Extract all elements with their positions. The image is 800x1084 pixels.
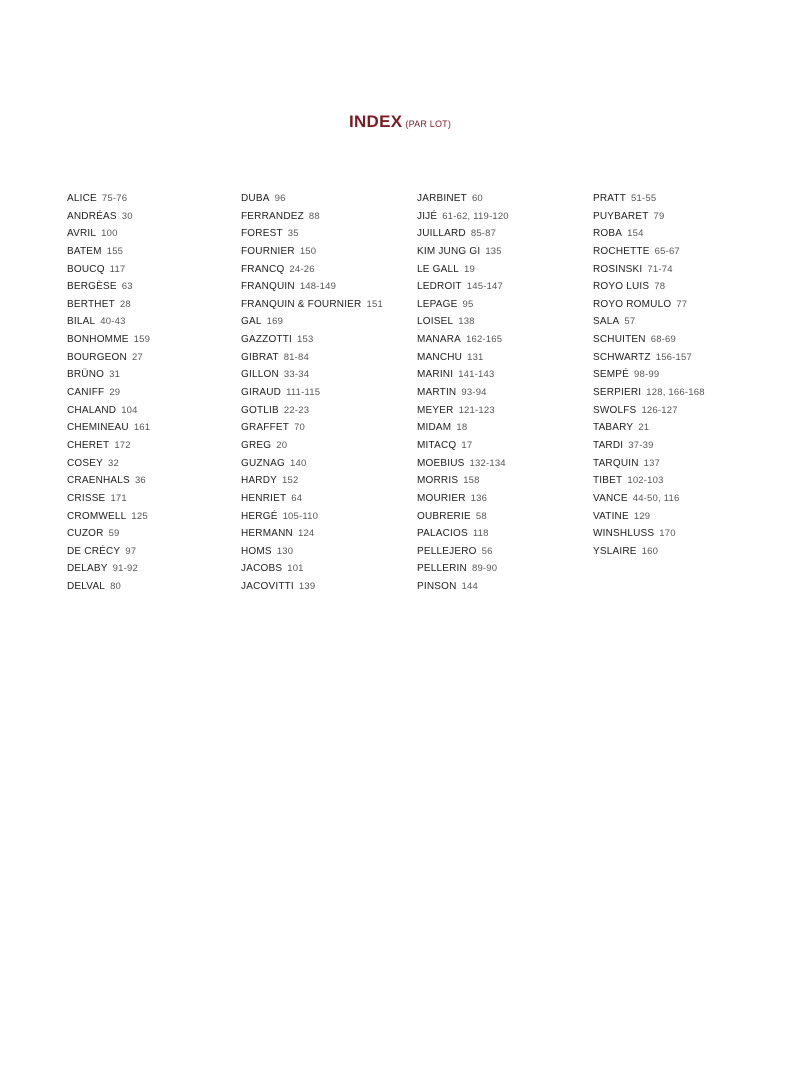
index-entry bbox=[241, 525, 411, 543]
lot-numbers: 131 bbox=[467, 351, 484, 363]
index-entry bbox=[241, 243, 411, 261]
index-entry bbox=[241, 508, 411, 526]
index-entry bbox=[593, 437, 763, 455]
index-title bbox=[0, 112, 800, 132]
lot-numbers: 152 bbox=[282, 475, 299, 487]
lot-numbers: 124 bbox=[297, 528, 315, 540]
artist-name: SCHUITEN bbox=[593, 334, 646, 346]
lot-numbers: 80 bbox=[110, 581, 122, 593]
lot-numbers: 102-103 bbox=[627, 475, 664, 487]
artist-name: GIBRAT bbox=[241, 351, 279, 363]
index-entry bbox=[67, 313, 237, 331]
lot-numbers: 132-134 bbox=[469, 457, 506, 469]
artist-name: FRANCQ bbox=[241, 263, 285, 275]
index-entry bbox=[67, 525, 237, 543]
lot-numbers: 137 bbox=[643, 457, 661, 469]
artist-name: WINSHLUSS bbox=[593, 528, 655, 540]
lot-numbers: 145-147 bbox=[466, 281, 504, 293]
artist-name: MORRIS bbox=[417, 475, 459, 487]
index-entry bbox=[241, 313, 411, 331]
lot-numbers: 58 bbox=[475, 510, 487, 522]
index-entry bbox=[241, 208, 411, 226]
index-entry bbox=[241, 349, 411, 367]
index-entry bbox=[417, 278, 587, 296]
index-entry bbox=[67, 261, 237, 279]
lot-numbers: 88 bbox=[308, 210, 320, 222]
index-column-1 bbox=[67, 190, 237, 596]
lot-numbers: 141-143 bbox=[458, 369, 495, 381]
artist-name: GOTLIB bbox=[241, 404, 279, 416]
artist-name: HOMS bbox=[241, 545, 272, 557]
lot-numbers: 17 bbox=[461, 439, 473, 451]
lot-numbers: 125 bbox=[131, 510, 148, 522]
lot-numbers: 105-110 bbox=[282, 510, 319, 522]
artist-name: HARDY bbox=[241, 475, 278, 487]
index-entry bbox=[417, 543, 587, 561]
artist-name: SALA bbox=[593, 316, 620, 328]
lot-numbers: 160 bbox=[641, 545, 659, 557]
artist-name: GUZNAG bbox=[241, 457, 285, 469]
lot-numbers: 57 bbox=[624, 316, 636, 328]
lot-numbers: 138 bbox=[458, 316, 475, 328]
lot-numbers: 56 bbox=[481, 545, 493, 557]
lot-numbers: 104 bbox=[121, 404, 138, 416]
lot-numbers: 24-26 bbox=[289, 263, 315, 275]
index-entry bbox=[241, 490, 411, 508]
artist-name: JIJÉ bbox=[417, 210, 438, 222]
artist-name: GAL bbox=[241, 316, 262, 328]
artist-name: CHEMINEAU bbox=[67, 422, 129, 434]
index-entry bbox=[241, 578, 411, 596]
index-entry bbox=[67, 384, 237, 402]
index-entry bbox=[67, 508, 237, 526]
artist-name: ROYO ROMULO bbox=[593, 298, 672, 310]
index-entry bbox=[417, 560, 587, 578]
lot-numbers: 18 bbox=[456, 422, 468, 434]
lot-numbers: 63 bbox=[121, 281, 133, 293]
artist-name: PINSON bbox=[417, 581, 457, 593]
lot-numbers: 70 bbox=[294, 422, 306, 434]
index-entry bbox=[417, 261, 587, 279]
artist-name: GAZZOTTI bbox=[241, 334, 293, 346]
index-entry bbox=[67, 560, 237, 578]
artist-name: TARQUIN bbox=[593, 457, 639, 469]
index-entry bbox=[241, 278, 411, 296]
lot-numbers: 171 bbox=[110, 492, 127, 504]
index-entry bbox=[417, 578, 587, 596]
index-entry bbox=[417, 525, 587, 543]
index-entry bbox=[593, 525, 763, 543]
index-entry bbox=[241, 366, 411, 384]
artist-name: SCHWARTZ bbox=[593, 351, 651, 363]
artist-name: ROYO LUIS bbox=[593, 281, 650, 293]
index-entry bbox=[241, 543, 411, 561]
index-entry bbox=[241, 455, 411, 473]
index-entry bbox=[593, 208, 763, 226]
lot-numbers: 128, 166-168 bbox=[646, 387, 705, 399]
lot-numbers: 65-67 bbox=[654, 245, 680, 257]
artist-name: BILAL bbox=[67, 316, 96, 328]
index-entry bbox=[593, 384, 763, 402]
artist-name: DUBA bbox=[241, 193, 270, 204]
artist-name: ROCHETTE bbox=[593, 245, 650, 257]
index-title-sub: (PAR LOT) bbox=[405, 119, 452, 129]
index-entry bbox=[417, 384, 587, 402]
artist-name: JUILLARD bbox=[417, 228, 466, 240]
index-entry bbox=[593, 190, 763, 208]
artist-name: PELLERIN bbox=[417, 563, 467, 575]
lot-numbers: 121-123 bbox=[458, 404, 495, 416]
lot-numbers: 158 bbox=[463, 475, 480, 487]
artist-name: JACOVITTI bbox=[241, 581, 294, 593]
lot-numbers: 170 bbox=[659, 528, 676, 540]
index-entry bbox=[593, 402, 763, 420]
artist-name: CRISSE bbox=[67, 492, 106, 504]
lot-numbers: 31 bbox=[109, 369, 121, 381]
index-column-4 bbox=[593, 190, 763, 560]
artist-name: BOUCQ bbox=[67, 263, 105, 275]
artist-name: GREG bbox=[241, 439, 272, 451]
lot-numbers: 68-69 bbox=[650, 334, 677, 346]
artist-name: MARINI bbox=[417, 369, 454, 381]
lot-numbers: 36 bbox=[134, 475, 146, 487]
index-entry bbox=[417, 455, 587, 473]
artist-name: TIBET bbox=[593, 475, 623, 487]
lot-numbers: 89-90 bbox=[471, 563, 498, 575]
index-column-2 bbox=[241, 190, 411, 596]
index-entry bbox=[417, 508, 587, 526]
lot-numbers: 144 bbox=[461, 581, 478, 593]
lot-numbers: 172 bbox=[114, 439, 131, 451]
lot-numbers: 77 bbox=[676, 298, 688, 310]
index-entry bbox=[417, 419, 587, 437]
artist-name: VATINE bbox=[593, 510, 629, 522]
index-entry bbox=[67, 472, 237, 490]
lot-numbers: 19 bbox=[463, 263, 475, 275]
lot-numbers: 71-74 bbox=[647, 263, 673, 275]
lot-numbers: 98-99 bbox=[634, 369, 660, 381]
artist-name: TABARY bbox=[593, 422, 634, 434]
lot-numbers: 60 bbox=[471, 193, 483, 204]
index-entry bbox=[67, 331, 237, 349]
artist-name: ALICE bbox=[67, 193, 97, 204]
artist-name: HERMANN bbox=[241, 528, 293, 540]
index-entry bbox=[241, 384, 411, 402]
index-title-main: INDEX bbox=[348, 112, 403, 131]
lot-numbers: 27 bbox=[131, 351, 143, 363]
index-entry bbox=[67, 243, 237, 261]
lot-numbers: 59 bbox=[108, 528, 120, 540]
lot-numbers: 51-55 bbox=[631, 193, 657, 204]
artist-name: BATEM bbox=[67, 245, 102, 257]
index-entry bbox=[593, 296, 763, 314]
index-entry bbox=[417, 225, 587, 243]
artist-name: MIDAM bbox=[417, 422, 452, 434]
index-entry bbox=[593, 313, 763, 331]
artist-name: DE CRÉCY bbox=[67, 545, 121, 557]
artist-name: FOURNIER bbox=[241, 245, 295, 257]
index-entry bbox=[593, 225, 763, 243]
index-entry bbox=[241, 225, 411, 243]
index-entry bbox=[417, 437, 587, 455]
artist-name: SWOLFS bbox=[593, 404, 637, 416]
artist-name: FERRANDEZ bbox=[241, 210, 304, 222]
lot-numbers: 44-50, 116 bbox=[632, 492, 680, 504]
lot-numbers: 139 bbox=[298, 581, 316, 593]
index-entry bbox=[593, 349, 763, 367]
artist-name: FRANQUIN & FOURNIER bbox=[241, 298, 362, 310]
index-entry bbox=[417, 490, 587, 508]
lot-numbers: 101 bbox=[287, 563, 304, 575]
lot-numbers: 151 bbox=[366, 298, 383, 310]
artist-name: AVRIL bbox=[67, 228, 97, 240]
index-entry bbox=[67, 455, 237, 473]
index-entry bbox=[241, 296, 411, 314]
lot-numbers: 129 bbox=[633, 510, 651, 522]
lot-numbers: 28 bbox=[119, 298, 131, 310]
artist-name: CANIFF bbox=[67, 387, 105, 399]
index-entry bbox=[241, 261, 411, 279]
lot-numbers: 35 bbox=[287, 228, 299, 240]
lot-numbers: 78 bbox=[654, 281, 666, 293]
artist-name: MARTIN bbox=[417, 387, 457, 399]
artist-name: COSEY bbox=[67, 457, 104, 469]
artist-name: HERGÉ bbox=[241, 510, 278, 522]
artist-name: MANCHU bbox=[417, 351, 463, 363]
lot-numbers: 169 bbox=[266, 316, 284, 328]
index-entry bbox=[241, 437, 411, 455]
artist-name: BRÜNO bbox=[67, 369, 105, 381]
index-entry bbox=[67, 543, 237, 561]
lot-numbers: 29 bbox=[109, 387, 121, 399]
artist-name: PELLEJERO bbox=[417, 545, 477, 557]
lot-numbers: 81-84 bbox=[283, 351, 309, 363]
lot-numbers: 64 bbox=[291, 492, 303, 504]
artist-name: YSLAIRE bbox=[593, 545, 637, 557]
index-entry bbox=[417, 296, 587, 314]
lot-numbers: 155 bbox=[106, 245, 124, 257]
index-entry bbox=[593, 543, 763, 561]
lot-numbers: 30 bbox=[121, 210, 133, 222]
lot-numbers: 126-127 bbox=[641, 404, 678, 416]
index-entry bbox=[241, 190, 411, 208]
index-entry bbox=[241, 402, 411, 420]
index-entry bbox=[67, 349, 237, 367]
artist-name: JARBINET bbox=[417, 193, 467, 204]
artist-name: BERGÈSE bbox=[67, 281, 117, 293]
artist-name: GILLON bbox=[241, 369, 279, 381]
artist-name: SEMPÉ bbox=[593, 369, 630, 381]
index-column-3 bbox=[417, 190, 587, 596]
artist-name: BOURGEON bbox=[67, 351, 127, 363]
lot-numbers: 91-92 bbox=[112, 563, 138, 575]
index-entry bbox=[593, 508, 763, 526]
lot-numbers: 150 bbox=[299, 245, 317, 257]
artist-name: ROSINSKI bbox=[593, 263, 643, 275]
lot-numbers: 111-115 bbox=[286, 387, 321, 399]
index-entry bbox=[417, 331, 587, 349]
artist-name: LEDROIT bbox=[417, 281, 462, 293]
artist-name: JACOBS bbox=[241, 563, 283, 575]
lot-numbers: 156-157 bbox=[655, 351, 692, 363]
lot-numbers: 75-76 bbox=[101, 193, 128, 204]
lot-numbers: 130 bbox=[276, 545, 294, 557]
artist-name: BONHOMME bbox=[67, 334, 129, 346]
lot-numbers: 95 bbox=[462, 298, 474, 310]
index-entry bbox=[593, 455, 763, 473]
lot-numbers: 79 bbox=[653, 210, 665, 222]
artist-name: LEPAGE bbox=[417, 298, 458, 310]
artist-name: CRAENHALS bbox=[67, 475, 130, 487]
lot-numbers: 159 bbox=[133, 334, 151, 346]
artist-name: BERTHET bbox=[67, 298, 115, 310]
index-entry bbox=[67, 437, 237, 455]
artist-name: LOISEL bbox=[417, 316, 454, 328]
artist-name: CHERET bbox=[67, 439, 110, 451]
lot-numbers: 161 bbox=[133, 422, 151, 434]
index-entry bbox=[67, 225, 237, 243]
index-entry bbox=[417, 366, 587, 384]
index-entry bbox=[241, 472, 411, 490]
lot-numbers: 20 bbox=[276, 439, 288, 451]
index-entry bbox=[593, 261, 763, 279]
index-entry bbox=[593, 331, 763, 349]
artist-name: MANARA bbox=[417, 334, 461, 346]
artist-name: VANCE bbox=[593, 492, 628, 504]
artist-name: PRATT bbox=[593, 193, 627, 204]
artist-name: FRANQUIN bbox=[241, 281, 295, 293]
lot-numbers: 37-39 bbox=[628, 439, 654, 451]
lot-numbers: 93-94 bbox=[461, 387, 487, 399]
index-entry bbox=[417, 349, 587, 367]
lot-numbers: 162-165 bbox=[465, 334, 503, 346]
lot-numbers: 100 bbox=[101, 228, 118, 240]
index-entry bbox=[593, 366, 763, 384]
lot-numbers: 61-62, 119-120 bbox=[442, 210, 509, 222]
index-entry bbox=[67, 490, 237, 508]
artist-name: ROBA bbox=[593, 228, 623, 240]
index-entry bbox=[67, 208, 237, 226]
artist-name: MOEBIUS bbox=[417, 457, 465, 469]
index-entry bbox=[417, 402, 587, 420]
index-entry bbox=[67, 366, 237, 384]
artist-name: ANDRÉAS bbox=[67, 210, 117, 222]
artist-name: CHALAND bbox=[67, 404, 117, 416]
artist-name: PALACIOS bbox=[417, 528, 468, 540]
lot-numbers: 136 bbox=[470, 492, 488, 504]
lot-numbers: 153 bbox=[297, 334, 314, 346]
index-entry bbox=[593, 472, 763, 490]
artist-name: LE GALL bbox=[417, 263, 459, 275]
lot-numbers: 21 bbox=[638, 422, 650, 434]
artist-name: SERPIERI bbox=[593, 387, 642, 399]
artist-name: DELABY bbox=[67, 563, 108, 575]
index-entry bbox=[593, 243, 763, 261]
index-entry bbox=[417, 243, 587, 261]
artist-name: MEYER bbox=[417, 404, 454, 416]
artist-name: CUZOR bbox=[67, 528, 104, 540]
index-entry bbox=[417, 190, 587, 208]
artist-name: GIRAUD bbox=[241, 387, 282, 399]
lot-numbers: 154 bbox=[627, 228, 644, 240]
lot-numbers: 135 bbox=[485, 245, 502, 257]
artist-name: OUBRERIE bbox=[417, 510, 471, 522]
index-entry bbox=[67, 278, 237, 296]
artist-name: TARDI bbox=[593, 439, 624, 451]
lot-numbers: 118 bbox=[472, 528, 489, 540]
artist-name: DELVAL bbox=[67, 581, 106, 593]
index-entry bbox=[67, 296, 237, 314]
index-entry bbox=[593, 278, 763, 296]
index-entry bbox=[417, 472, 587, 490]
index-entry bbox=[67, 419, 237, 437]
index-entry bbox=[593, 419, 763, 437]
artist-name: MOURIER bbox=[417, 492, 466, 504]
index-entry bbox=[417, 208, 587, 226]
artist-name: HENRIET bbox=[241, 492, 287, 504]
index-entry bbox=[67, 578, 237, 596]
lot-numbers: 22-23 bbox=[283, 404, 310, 416]
artist-name: MITACQ bbox=[417, 439, 457, 451]
index-entry bbox=[241, 419, 411, 437]
index-entry bbox=[67, 190, 237, 208]
lot-numbers: 33-34 bbox=[283, 369, 310, 381]
lot-numbers: 85-87 bbox=[470, 228, 497, 240]
lot-numbers: 148-149 bbox=[299, 281, 337, 293]
lot-numbers: 97 bbox=[125, 545, 137, 557]
lot-numbers: 140 bbox=[289, 457, 307, 469]
index-entry bbox=[67, 402, 237, 420]
artist-name: PUYBARET bbox=[593, 210, 649, 222]
index-entry bbox=[593, 490, 763, 508]
lot-numbers: 96 bbox=[274, 193, 286, 204]
artist-name: GRAFFET bbox=[241, 422, 290, 434]
index-entry bbox=[417, 313, 587, 331]
index-entry bbox=[241, 331, 411, 349]
artist-name: KIM JUNG GI bbox=[417, 245, 481, 257]
artist-name: CROMWELL bbox=[67, 510, 127, 522]
artist-name: FOREST bbox=[241, 228, 283, 240]
lot-numbers: 117 bbox=[109, 263, 126, 275]
lot-numbers: 32 bbox=[108, 457, 119, 469]
index-entry bbox=[241, 560, 411, 578]
lot-numbers: 40-43 bbox=[100, 316, 126, 328]
